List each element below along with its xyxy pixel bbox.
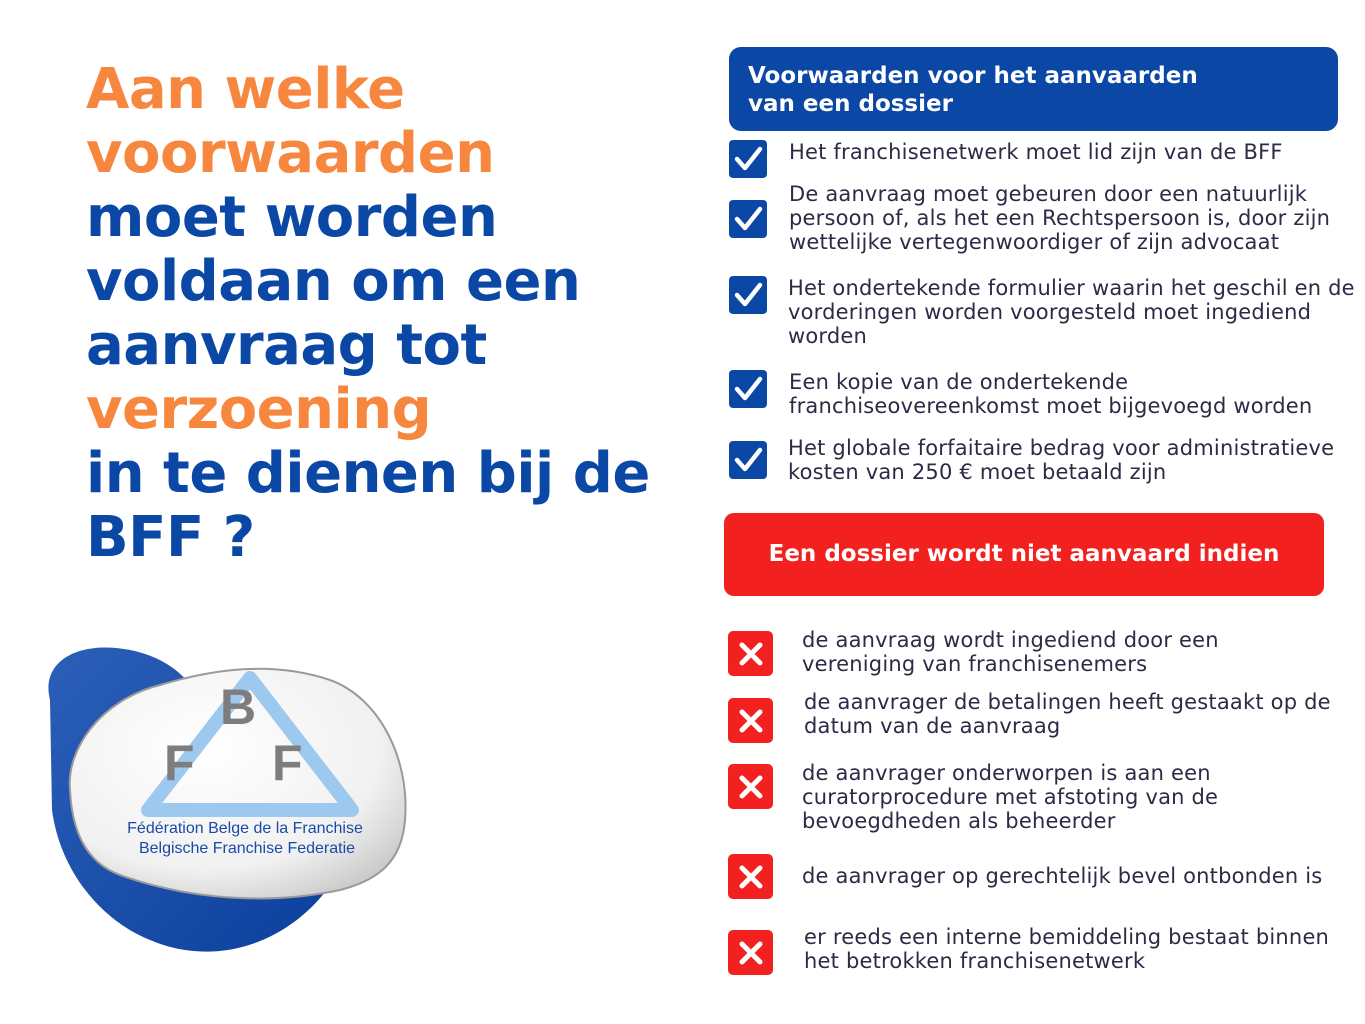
logo-text-nl: Belgische Franchise Federatie xyxy=(138,840,356,857)
text-line: Het ondertekende formulier waarin het geschil en de xyxy=(788,276,1355,300)
checkmark-icon xyxy=(729,370,767,408)
title-line: in te dienen bij de xyxy=(86,441,650,506)
text-line: franchiseovereenkomst moet bijgevoegd worden xyxy=(789,394,1313,418)
checkmark-icon xyxy=(729,140,767,178)
text-line: persoon of, als het een Rechtspersoon is, door zijn xyxy=(789,206,1331,230)
title-line: moet worden xyxy=(86,185,498,250)
text-line: Het franchisenetwerk moet lid zijn van de BFF xyxy=(789,140,1283,164)
text-line: de aanvraag wordt ingediend door een xyxy=(802,628,1219,652)
logo-letter-b: B xyxy=(220,679,257,735)
text-line: vereniging van franchisenemers xyxy=(802,652,1148,676)
text-line: het betrokken franchisenetwerk xyxy=(804,949,1146,973)
condition-item xyxy=(729,182,1330,254)
title-line: Aan welke xyxy=(86,57,405,122)
cross-icon xyxy=(728,930,773,975)
condition-text xyxy=(789,140,1283,164)
text-line: de aanvrager onderworpen is aan een xyxy=(802,761,1211,785)
title-line: voorwaarden xyxy=(86,121,495,186)
rejection-item xyxy=(728,628,1219,676)
text-line: Een kopie van de ondertekende xyxy=(789,370,1129,394)
rejection-text xyxy=(804,925,1329,973)
condition-text xyxy=(788,436,1334,484)
text-line: de aanvrager de betalingen heeft gestaakt op de xyxy=(804,690,1331,714)
title-line: BFF ? xyxy=(86,505,255,570)
cross-icon xyxy=(728,698,773,743)
checkmark-icon xyxy=(729,276,767,314)
rejection-banner xyxy=(724,513,1324,596)
conditions-banner xyxy=(729,47,1338,131)
condition-text xyxy=(789,370,1312,418)
title-line: voldaan om een xyxy=(86,249,581,314)
text-line: datum van de aanvraag xyxy=(804,714,1061,738)
condition-text xyxy=(788,276,1355,348)
conditions-title: van een dossier xyxy=(748,91,953,117)
condition-item xyxy=(729,140,1283,178)
rejection-item xyxy=(728,925,1329,975)
text-line: kosten van 250 € moet betaald zijn xyxy=(788,460,1167,484)
text-line: De aanvraag moet gebeuren door een natuurlijk xyxy=(789,182,1308,206)
bff-logo xyxy=(40,640,410,960)
cross-icon xyxy=(728,631,773,676)
bff-logo-graphic xyxy=(40,640,410,960)
text-line: Het globale forfaitaire bedrag voor administratieve xyxy=(788,436,1335,460)
rejection-item xyxy=(728,690,1331,743)
logo-letter-f: F xyxy=(164,735,195,791)
text-line: de aanvrager op gerechtelijk bevel ontbonden is xyxy=(802,864,1323,888)
page-title xyxy=(86,58,666,570)
text-line: er reeds een interne bemiddeling bestaat binnen xyxy=(804,925,1330,949)
text-line: curatorprocedure met afstoting van de xyxy=(802,785,1219,809)
logo-letter-f: F xyxy=(272,735,303,791)
rejection-text xyxy=(802,761,1218,833)
checkmark-icon xyxy=(729,441,767,479)
text-line: worden xyxy=(788,324,868,348)
title-line: aanvraag tot xyxy=(86,313,487,378)
conditions-title: Voorwaarden voor het aanvaarden xyxy=(748,63,1198,89)
condition-item xyxy=(729,370,1312,418)
cross-icon xyxy=(728,764,773,809)
rejection-text xyxy=(802,864,1322,888)
text-line: bevoegdheden als beheerder xyxy=(802,809,1116,833)
rejection-item xyxy=(728,854,1322,899)
checkmark-icon xyxy=(729,200,767,238)
rejection-text xyxy=(804,690,1331,738)
rejection-text xyxy=(802,628,1219,676)
logo-text-fr: Fédération Belge de la Franchise xyxy=(127,820,363,837)
rejection-title: Een dossier wordt niet aanvaard indien xyxy=(768,541,1280,567)
rejection-item xyxy=(728,761,1218,833)
condition-text xyxy=(789,182,1330,254)
title-line: verzoening xyxy=(86,377,432,442)
cross-icon xyxy=(728,854,773,899)
condition-item xyxy=(729,276,1355,348)
condition-item xyxy=(729,436,1334,484)
text-line: wettelijke vertegenwoordiger of zijn advocaat xyxy=(789,230,1280,254)
text-line: vorderingen worden voorgesteld moet ingediend xyxy=(788,300,1312,324)
